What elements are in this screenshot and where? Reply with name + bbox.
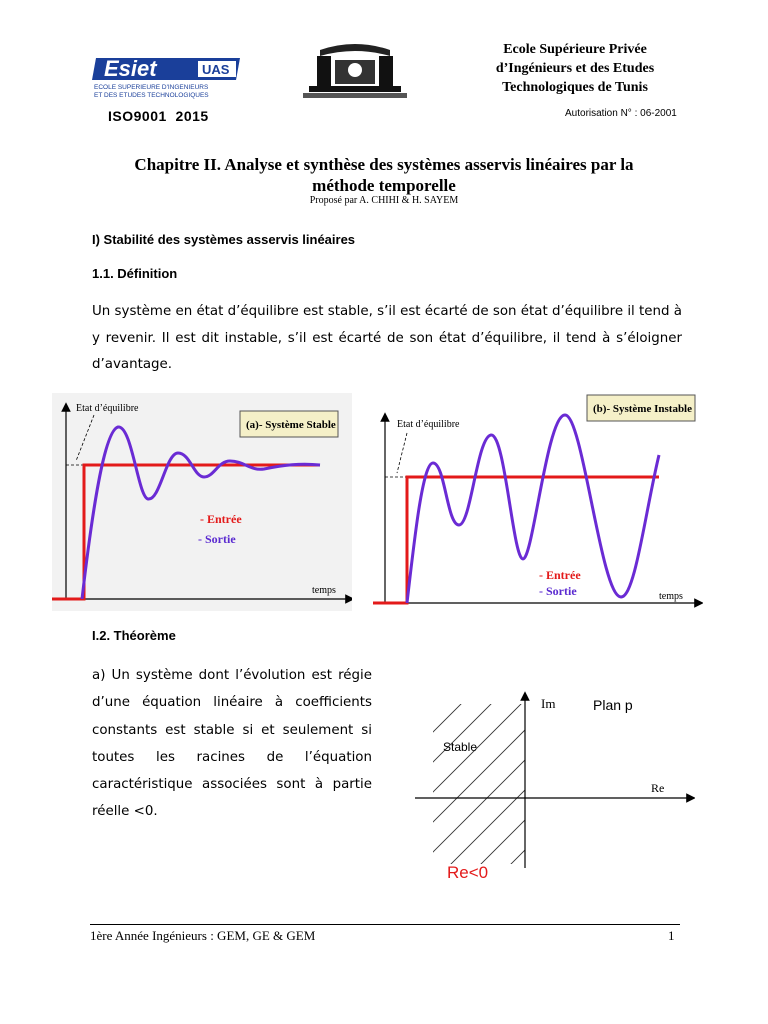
chapter-title-line-1: Chapitre II. Analyse et synthèse des systèmes asservis linéaires par la [134,155,634,174]
section-heading: I) Stabilité des systèmes asservis linéaires [92,232,356,247]
school-line-1: Ecole Supérieure Privée [503,42,647,57]
im-label: Im [541,696,556,711]
stable-system-figure [52,393,352,611]
unstable-ylabel: Etat d’équilibre [397,419,460,430]
logo-sub2: ET DES ETUDES TECHNOLOGIQUES [94,92,209,99]
school-name [430,40,720,97]
stable-title: (a)- Système Stable [246,419,336,431]
subsection-heading-definition: 1.1. Définition [92,266,178,281]
authorization-number: Autorisation N° : 06-2001 [565,108,677,119]
theorem-paragraph: a) Un système dont l’évolution est régie d’une équation linéaire à coefficients constants est stable si et seulement si toutes les racines de l’équation caractéristique associées sont à partie réelle <0. [92,668,372,820]
footer-divider [90,924,680,925]
subsection-heading-theorem: I.2. Théorème [92,628,176,643]
logo-sub1: ECOLE SUPERIEURE D'INGENIEURS [94,84,209,91]
school-line-2: d’Ingénieurs et des Etudes [495,61,655,76]
unstable-legend-input: - Entrée [539,568,581,582]
school-line-3: Technologiques de Tunis [502,80,648,95]
unstable-legend-output: - Sortie [539,584,577,598]
plane-label: Plan p [593,697,633,713]
stable-legend-input: - Entrée [200,512,242,526]
stable-legend-output: - Sortie [198,532,236,546]
iso-certification: ISO9001 2015 [108,108,209,124]
complex-plane-figure [405,690,695,890]
unstable-xlabel: temps [659,591,683,602]
stable-xlabel: temps [312,585,336,596]
unstable-system-figure [373,393,703,611]
stability-condition: Re<0 [447,863,489,882]
footer-course: 1ère Année Ingénieurs : GEM, GE & GEM [90,928,316,943]
logo-text: Esiet [104,56,157,81]
chapter-title-line-2: méthode temporelle [312,176,456,195]
re-label: Re [651,781,665,795]
unstable-title: (b)- Système Instable [593,403,692,415]
logo-badge: UAS [202,62,230,77]
stable-ylabel: Etat d’équilibre [76,403,139,414]
chapter-title [70,154,698,196]
definition-paragraph: Un système en état d’équilibre est stable, s’il est écarté de son état d’équilibre il tend à y revenir. Il est dit instable, s’il est écarté de son état d’équilibre, il tend à s’éloigner d’avantage. [92,304,682,372]
stable-region-label: Stable [443,740,478,754]
university-seal-logo [295,42,415,100]
unstable-output-curve [407,415,659,603]
authors: Proposé par A. CHIHI & H. SAYEM [309,195,459,206]
page-number: 1 [668,928,675,943]
esiet-logo [90,52,250,100]
